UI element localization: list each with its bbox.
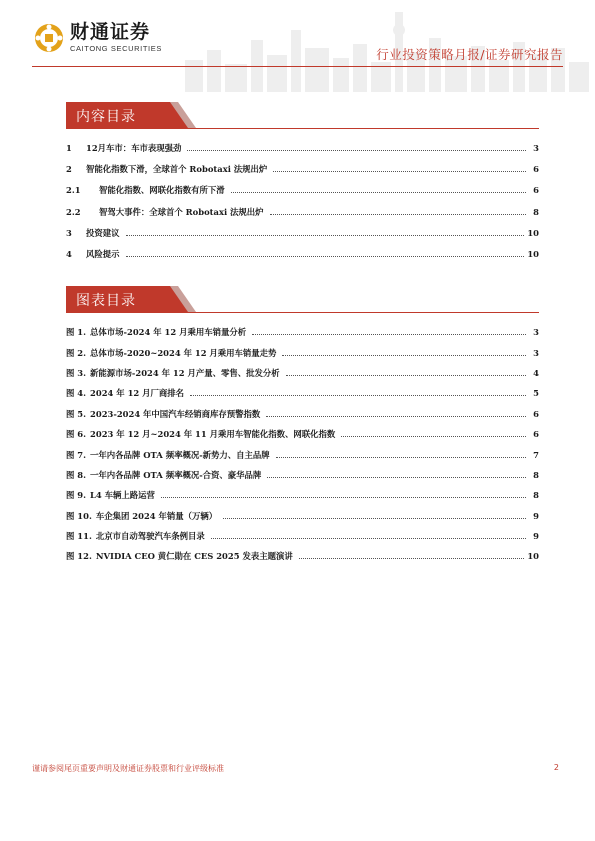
figure-leader <box>341 429 526 437</box>
report-type-label: 行业投资策略月报/证券研究报告 <box>376 47 563 62</box>
toc-entry[interactable] <box>66 180 539 201</box>
figure-number: 图 2. <box>66 347 87 358</box>
figure-page: 6 <box>533 429 539 440</box>
toc-title: 12月车市：车市表现强劲 <box>86 142 182 153</box>
figure-title: 车企集团 2024 年销量（万辆） <box>95 510 218 521</box>
toc-page: 10 <box>527 249 539 260</box>
figure-page: 3 <box>533 347 539 358</box>
figure-page: 3 <box>533 327 539 338</box>
figure-number: 图 9. <box>66 490 87 501</box>
figure-leader <box>266 409 526 417</box>
toc-leader <box>273 164 526 172</box>
figure-entry[interactable] <box>66 424 539 444</box>
figure-entry[interactable] <box>66 383 539 403</box>
figure-title: 新能源市场-2024 年 12 月产量、零售、批发分析 <box>90 367 280 378</box>
toc-page: 3 <box>533 142 539 153</box>
figure-number: 图 10. <box>66 510 92 521</box>
page-footer <box>32 763 563 774</box>
figure-number: 图 1. <box>66 327 87 338</box>
figure-page: 10 <box>527 551 539 562</box>
figure-leader <box>267 470 526 478</box>
figure-number: 图 11. <box>66 531 92 542</box>
logo-english-name: CAITONG SECURITIES <box>70 44 162 53</box>
figure-page: 5 <box>533 388 539 399</box>
figures-section-title <box>66 286 196 312</box>
figure-entry[interactable] <box>66 546 539 566</box>
figure-leader <box>299 551 525 559</box>
figure-number: 图 7. <box>66 449 87 460</box>
toc-number: 2.1 <box>66 185 81 196</box>
coin-logo-icon <box>34 23 64 53</box>
toc-leader <box>187 143 526 151</box>
figure-number: 图 4. <box>66 388 87 399</box>
toc-entry[interactable] <box>66 243 539 264</box>
figure-title: L4 车辆上路运营 <box>90 490 155 501</box>
toc-leader <box>231 185 526 193</box>
figure-title: 总体市场-2024 年 12 月乘用车销量分析 <box>90 327 247 338</box>
figure-number: 图 5. <box>66 408 87 419</box>
toc-entry[interactable] <box>66 158 539 179</box>
toc-entry[interactable] <box>66 222 539 243</box>
figure-entry[interactable] <box>66 526 539 546</box>
figure-leader <box>190 388 526 396</box>
toc-title: 投资建议 <box>86 227 120 238</box>
figure-number: 图 8. <box>66 469 87 480</box>
figure-entry[interactable] <box>66 506 539 526</box>
figure-leader <box>286 368 526 376</box>
figure-leader <box>223 511 526 519</box>
toc-title: 智驾大事件：全球首个 Robotaxi 法规出炉 <box>99 206 264 217</box>
figure-page: 8 <box>533 490 539 501</box>
toc-title: 智能化指数、网联化指数有所下滑 <box>99 185 225 196</box>
toc-title: 智能化指数下滑，全球首个 Robotaxi 法规出炉 <box>86 163 268 174</box>
toc-number: 2.2 <box>66 206 81 217</box>
figures-title-text: 图表目录 <box>76 293 136 309</box>
figure-leader <box>161 490 526 498</box>
toc-page: 8 <box>533 206 539 217</box>
figure-number: 图 12. <box>66 551 92 562</box>
figure-entry[interactable] <box>66 322 539 342</box>
page-number: 2 <box>553 763 559 772</box>
figure-page: 9 <box>533 510 539 521</box>
figure-page: 6 <box>533 408 539 419</box>
figure-page: 9 <box>533 531 539 542</box>
figure-number: 图 3. <box>66 367 87 378</box>
toc-page: 10 <box>527 227 539 238</box>
contents-list <box>66 137 539 265</box>
figure-leader <box>252 327 526 335</box>
figure-page: 7 <box>533 449 539 460</box>
toc-number: 1 <box>66 142 72 153</box>
figure-title: 2024 年 12 月厂商排名 <box>90 388 185 399</box>
figure-title: 2023 年 12 月~2024 年 11 月乘用车智能化指数、网联化指数 <box>90 429 336 440</box>
figure-title: 总体市场-2020~2024 年 12 月乘用车销量走势 <box>90 347 277 358</box>
toc-leader <box>126 249 525 257</box>
figure-title: 一年内各品牌 OTA 频率概况-新势力、自主品牌 <box>90 449 270 460</box>
toc-number: 3 <box>66 227 72 238</box>
contents-section-title <box>66 102 196 128</box>
toc-title: 风险提示 <box>86 249 120 260</box>
toc-entry[interactable] <box>66 201 539 222</box>
figure-title: 2023-2024 年中国汽车经销商库存预警指数 <box>90 408 261 419</box>
page-header <box>0 0 595 98</box>
figures-divider <box>66 312 539 313</box>
toc-leader <box>270 207 526 215</box>
logo-chinese-name: 财通证券 <box>70 21 151 43</box>
toc-page: 6 <box>533 185 539 196</box>
figure-entry[interactable] <box>66 342 539 362</box>
figure-title: 一年内各品牌 OTA 频率概况-合资、豪华品牌 <box>90 469 262 480</box>
figure-entry[interactable] <box>66 444 539 464</box>
figure-entry[interactable] <box>66 485 539 505</box>
figure-page: 8 <box>533 469 539 480</box>
toc-leader <box>126 228 525 236</box>
figure-leader <box>211 531 526 539</box>
contents-divider <box>66 128 539 129</box>
figure-title: NVIDIA CEO 黄仁勋在 CES 2025 发表主题演讲 <box>95 551 293 562</box>
toc-number: 2 <box>66 163 72 174</box>
figure-entry[interactable] <box>66 363 539 383</box>
figure-title: 北京市自动驾驶汽车条例目录 <box>95 531 205 542</box>
toc-number: 4 <box>66 249 72 260</box>
toc-entry[interactable] <box>66 137 539 158</box>
figure-entry[interactable] <box>66 404 539 424</box>
figures-list <box>66 322 539 567</box>
company-logo <box>34 22 162 53</box>
footer-disclaimer: 谨请参阅尾页重要声明及财通证券股票和行业评级标准 <box>32 764 224 773</box>
figure-number: 图 6. <box>66 429 87 440</box>
figure-entry[interactable] <box>66 465 539 485</box>
toc-page: 6 <box>533 163 539 174</box>
contents-title-text: 内容目录 <box>76 109 136 125</box>
figure-page: 4 <box>533 367 539 378</box>
header-divider <box>32 66 563 67</box>
figure-leader <box>276 450 526 458</box>
figure-leader <box>282 348 526 356</box>
